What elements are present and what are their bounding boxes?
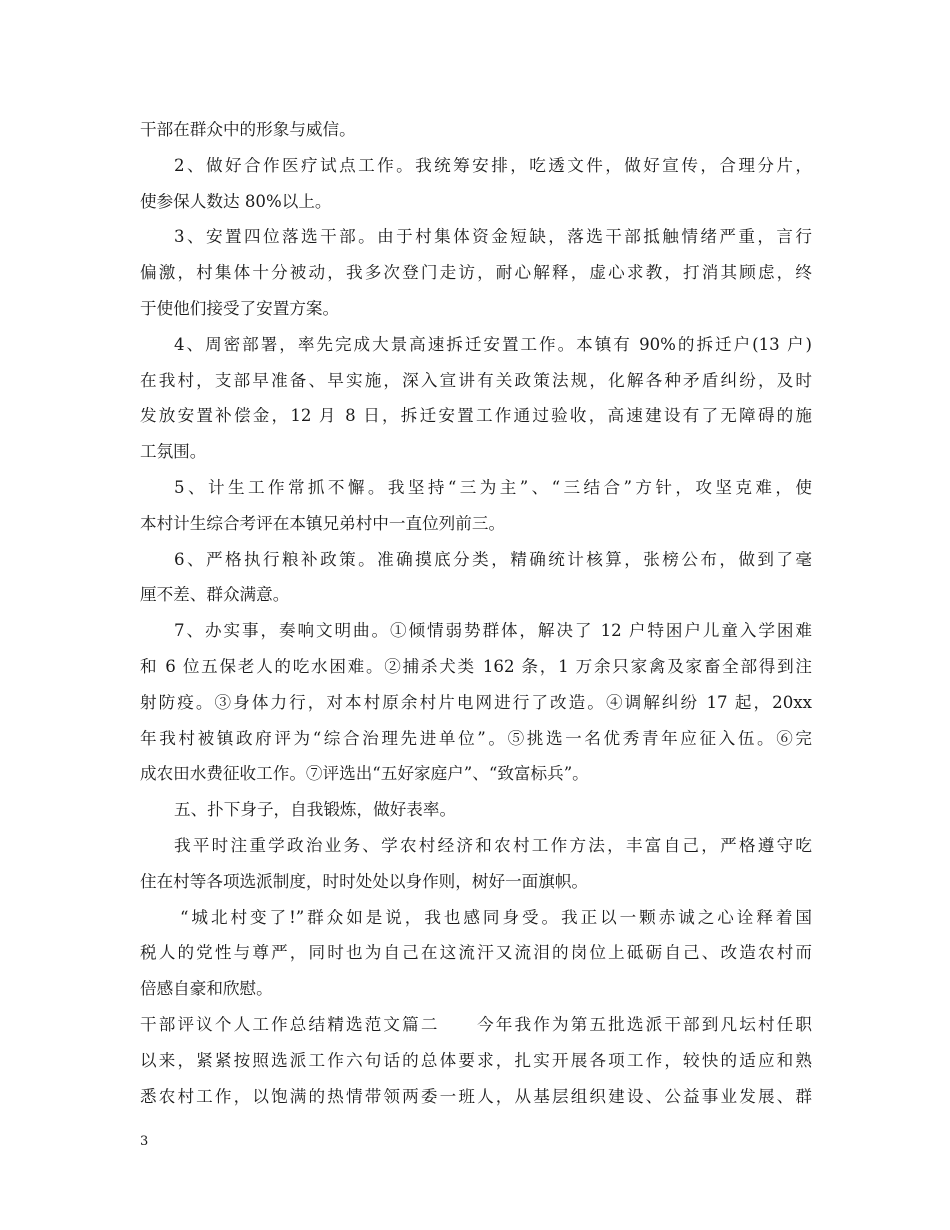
text-line: 6、严格执行粮补政策。准确摸底分类，精确统计核算，张榜公布，做到了毫: [174, 549, 812, 569]
text-line: 于使他们接受了安置方案。: [140, 298, 340, 318]
text-line: 住在村等各项选派制度，时时处处以身作则，树好一面旗帜。: [140, 871, 589, 891]
text-line: 以来，紧紧按照选派工作六句话的总体要求，扎实开展各项工作，较快的适应和熟: [140, 1050, 812, 1070]
section-heading: 五、扑下身子，自我锻炼，做好表率。: [174, 800, 457, 820]
text-line: 在我村，支部早准备、早实施，深入宣讲有关政策法规，化解各种矛盾纠纷，及时: [140, 370, 812, 390]
text-line: 发放安置补偿金，12 月 8 日，拆迁安置工作通过验收，高速建设有了无障碍的施: [140, 406, 812, 426]
text-line: 工氛围。: [140, 442, 207, 462]
text-line: 本村计生综合考评在本镇兄弟村中一直位列前三。: [140, 513, 506, 533]
text-line: 干部在群众中的形象与威信。: [140, 120, 356, 139]
text-line: 射防疫。③身体力行，对本村原余村片电网进行了改造。④调解纠纷 17 起，20xx: [140, 692, 812, 712]
text-line: 3、安置四位落选干部。由于村集体资金短缺，落选干部抵触情绪严重，言行: [174, 227, 812, 247]
text-line: 2、做好合作医疗试点工作。我统筹安排，吃透文件，做好宣传，合理分片，: [174, 155, 812, 175]
text-line: 悉农村工作，以饱满的热情带领两委一班人，从基层组织建设、公益事业发展、群: [140, 1086, 812, 1106]
text-line: 成农田水费征收工作。⑦评选出“五好家庭户”、“致富标兵”。: [140, 764, 589, 784]
text-line: 7、办实事，奏响文明曲。①倾情弱势群体，解决了 12 户特困户儿童入学困难: [174, 621, 812, 641]
text-line: “城北村变了!”群众如是说，我也感同身受。我正以一颗赤诚之心诠释着国: [180, 907, 812, 927]
text-line: 偏激，村集体十分被动，我多次登门走访，耐心解释，虚心求教，打消其顾虑，终: [140, 263, 812, 283]
text-line: 和 6 位五保老人的吃水困难。②捕杀犬类 162 条，1 万余只家禽及家畜全部得到注: [140, 656, 812, 676]
text-line: 税人的党性与尊严，同时也为自己在这流汗又流泪的岗位上砥砺自己、改造农村而: [140, 943, 812, 963]
text-line: 我平时注重学政治业务、学农村经济和农村工作方法，丰富自己，严格遵守吃: [174, 835, 812, 855]
text-line: 厘不差、群众满意。: [140, 585, 290, 605]
body-text: [140, 112, 812, 1114]
text-line: 倍感自豪和欣慰。: [140, 979, 273, 999]
text-line: 干部评议个人工作总结精选范文篇二 今年我作为第五批选派干部到凡坛村任职: [140, 1014, 812, 1034]
text-line: 4、周密部署，率先完成大景高速拆迁安置工作。本镇有 90%的拆迁户(13 户): [174, 334, 812, 354]
text-line: 年我村被镇政府评为“综合治理先进单位”。⑤挑选一名优秀青年应征入伍。⑥完: [140, 728, 812, 748]
text-line: 5、计生工作常抓不懈。我坚持“三为主”、“三结合”方针，攻坚克难，使: [174, 477, 812, 497]
text-line: 使参保人数达 80%以上。: [140, 191, 332, 211]
page-number: 3: [140, 1134, 149, 1149]
